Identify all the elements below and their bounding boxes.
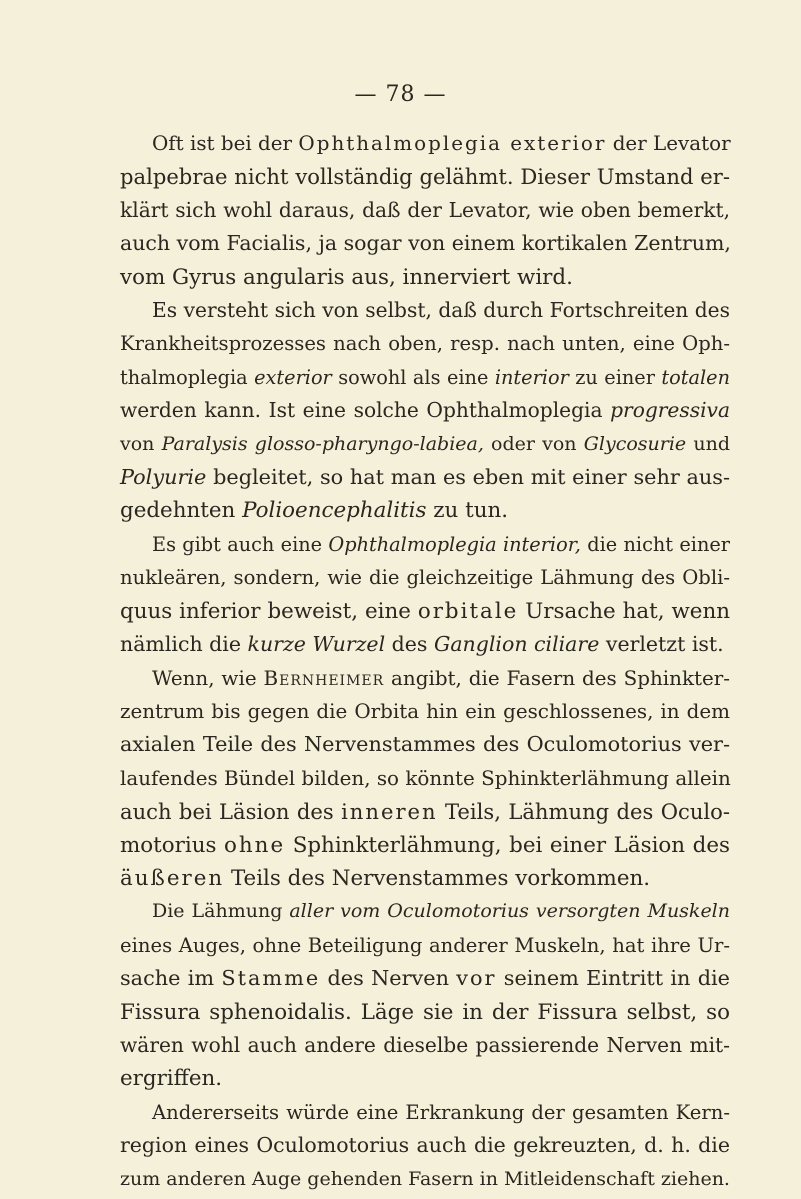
text-line: [120, 662, 730, 695]
text-line: [120, 862, 730, 895]
text-segment: Fissura sphenoidalis. Läge sie in der Fissura selbst, so: [120, 999, 730, 1025]
emphasis-italic: exterior: [254, 365, 332, 389]
text-segment: sowohl als eine: [331, 365, 495, 389]
text-segment: zum anderen Auge gehenden Fasern in Mitleidenschaft ziehen.: [120, 1167, 730, 1190]
text-line: [120, 895, 730, 928]
text-line: [120, 494, 730, 527]
text-segment: und: [686, 432, 730, 455]
text-line: [120, 394, 730, 427]
text-line: [120, 1062, 730, 1095]
text-segment: auch vom Facialis, ja sogar von einem kortikalen Zentrum,: [120, 231, 731, 256]
text-segment: Es versteht sich von selbst, daß durch Fortschreiten des: [152, 298, 730, 323]
text-segment: nämlich die: [120, 632, 248, 657]
text-segment: axialen Teile des Nervenstammes des Oculomotorius ver-: [120, 732, 730, 757]
emphasis-spaced: ohne: [224, 832, 286, 858]
text-segment: zentrum bis gegen die Orbita hin ein geschlossenes, in dem: [120, 699, 730, 723]
text-segment: klärt sich wohl daraus, daß der Levator, wie oben bemerkt,: [120, 197, 730, 222]
text-line: [120, 361, 730, 394]
emphasis-italic: aller vom Oculomotorius versorgten Muskeln: [289, 900, 730, 923]
text-line: [120, 561, 730, 594]
text-segment: eines Auges, ohne Beteiligung anderer Muskeln, hat ihre Ur-: [120, 933, 730, 957]
text-segment: Es gibt auch eine: [152, 532, 329, 556]
text-segment: oder von: [483, 432, 584, 455]
text-segment: thalmoplegia: [120, 365, 255, 389]
text-segment: des: [385, 632, 434, 657]
emphasis-italic: Glycosurie: [583, 432, 687, 455]
text-segment: die nicht einer: [580, 532, 731, 556]
emphasis-italic: Polioencephalitis: [242, 498, 427, 524]
text-line: [120, 728, 730, 761]
text-line: [120, 1129, 730, 1162]
text-segment: angibt, die Fasern des Sphinkter-: [384, 666, 731, 690]
text-line: [120, 628, 730, 661]
text-line: [120, 962, 730, 995]
text-line: [120, 1096, 730, 1129]
text-segment: laufendes Bündel bilden, so könnte Sphinkterlähmung allein: [120, 766, 731, 790]
text-line: [120, 227, 730, 260]
body-text: [120, 127, 730, 1196]
text-segment: zu einer: [568, 365, 662, 389]
text-line: [120, 1163, 730, 1196]
text-segment: Teils, Lähmung des Oculo-: [437, 799, 730, 825]
text-segment: auch bei Läsion des: [120, 799, 342, 825]
text-line: [120, 294, 730, 327]
text-line: [120, 795, 730, 828]
text-segment: werden kann. Ist eine solche Ophthalmoplegia: [120, 398, 611, 423]
text-line: [120, 996, 730, 1029]
emphasis-spaced: vor: [456, 966, 497, 991]
emphasis-italic: Polyurie: [120, 465, 207, 490]
emphasis-italic: kurze Wurzel: [247, 632, 386, 657]
emphasis-spaced: Ophthalmoplegia exterior: [298, 132, 607, 155]
text-segment: Oft ist bei der: [152, 132, 299, 155]
emphasis-spaced: Stamme: [221, 966, 321, 991]
text-line: [120, 1029, 730, 1062]
text-segment: sache im: [120, 966, 222, 991]
text-segment: nukleären, sondern, wie die gleichzeitige Lähmung des Obli-: [120, 566, 730, 590]
text-segment: begleitet, so hat man es eben mit einer sehr aus-: [206, 465, 730, 490]
text-segment: wären wohl auch andere dieselbe passierende Nerven mit-: [120, 1032, 730, 1057]
text-segment: region eines Oculomotorius auch die gekreuzten, d. h. die: [120, 1133, 730, 1158]
text-segment: ergriffen.: [120, 1066, 223, 1092]
text-segment: Die Lähmung: [152, 900, 290, 923]
text-segment: seinem Eintritt in die: [496, 966, 730, 991]
page-number: — 78 —: [354, 82, 447, 107]
emphasis-italic: totalen: [661, 365, 730, 389]
text-line: [120, 461, 730, 494]
text-line: [120, 261, 730, 294]
text-segment: motorius: [120, 832, 225, 858]
text-line: [120, 929, 730, 962]
text-segment: zu tun.: [426, 498, 509, 524]
text-segment: von: [120, 432, 162, 455]
text-segment: vom Gyrus angularis aus, innerviert wird.: [120, 264, 573, 290]
text-line: [120, 762, 730, 795]
text-line: [120, 327, 730, 360]
text-line: [120, 428, 730, 461]
text-segment: verletzt ist.: [599, 632, 724, 657]
text-line: [120, 695, 730, 728]
text-segment: palpebrae nicht vollständig gelähmt. Dieser Umstand er-: [120, 164, 730, 190]
text-segment: quus inferior beweist, eine: [120, 598, 418, 624]
text-line: [120, 595, 730, 628]
text-segment: Ursache hat, wenn: [518, 598, 730, 624]
text-segment: Teils des Nervenstammes vorkommen.: [224, 865, 651, 891]
text-segment: Wenn, wie: [152, 666, 264, 690]
emphasis-italic: progressiva: [610, 398, 730, 423]
author-name: Bernheimer: [263, 666, 385, 690]
text-segment: Sphinkterlähmung, bei einer Läsion des: [285, 832, 730, 858]
text-segment: des Nerven: [320, 966, 457, 991]
emphasis-italic: Ganglion ciliare: [433, 632, 600, 657]
text-segment: Andererseits würde eine Erkrankung der gesamten Kern-: [152, 1100, 730, 1124]
emphasis-italic: Ophthalmoplegia interior,: [328, 532, 581, 556]
text-line: [120, 194, 730, 227]
text-line: [120, 528, 730, 561]
text-segment: Krankheitsprozesses nach oben, resp. nach unten, eine Oph-: [120, 332, 730, 356]
text-line: [120, 160, 730, 193]
emphasis-spaced: äußeren: [120, 865, 225, 891]
emphasis-italic: Paralysis glosso-pharyngo-labiea,: [161, 432, 484, 455]
emphasis-spaced: inneren: [341, 799, 438, 825]
emphasis-italic: interior: [494, 365, 569, 389]
text-segment: der Levator: [606, 132, 731, 155]
text-segment: gedehnten: [120, 498, 243, 524]
text-line: [120, 829, 730, 862]
emphasis-spaced: orbitale: [417, 598, 519, 624]
text-line: [120, 127, 730, 160]
